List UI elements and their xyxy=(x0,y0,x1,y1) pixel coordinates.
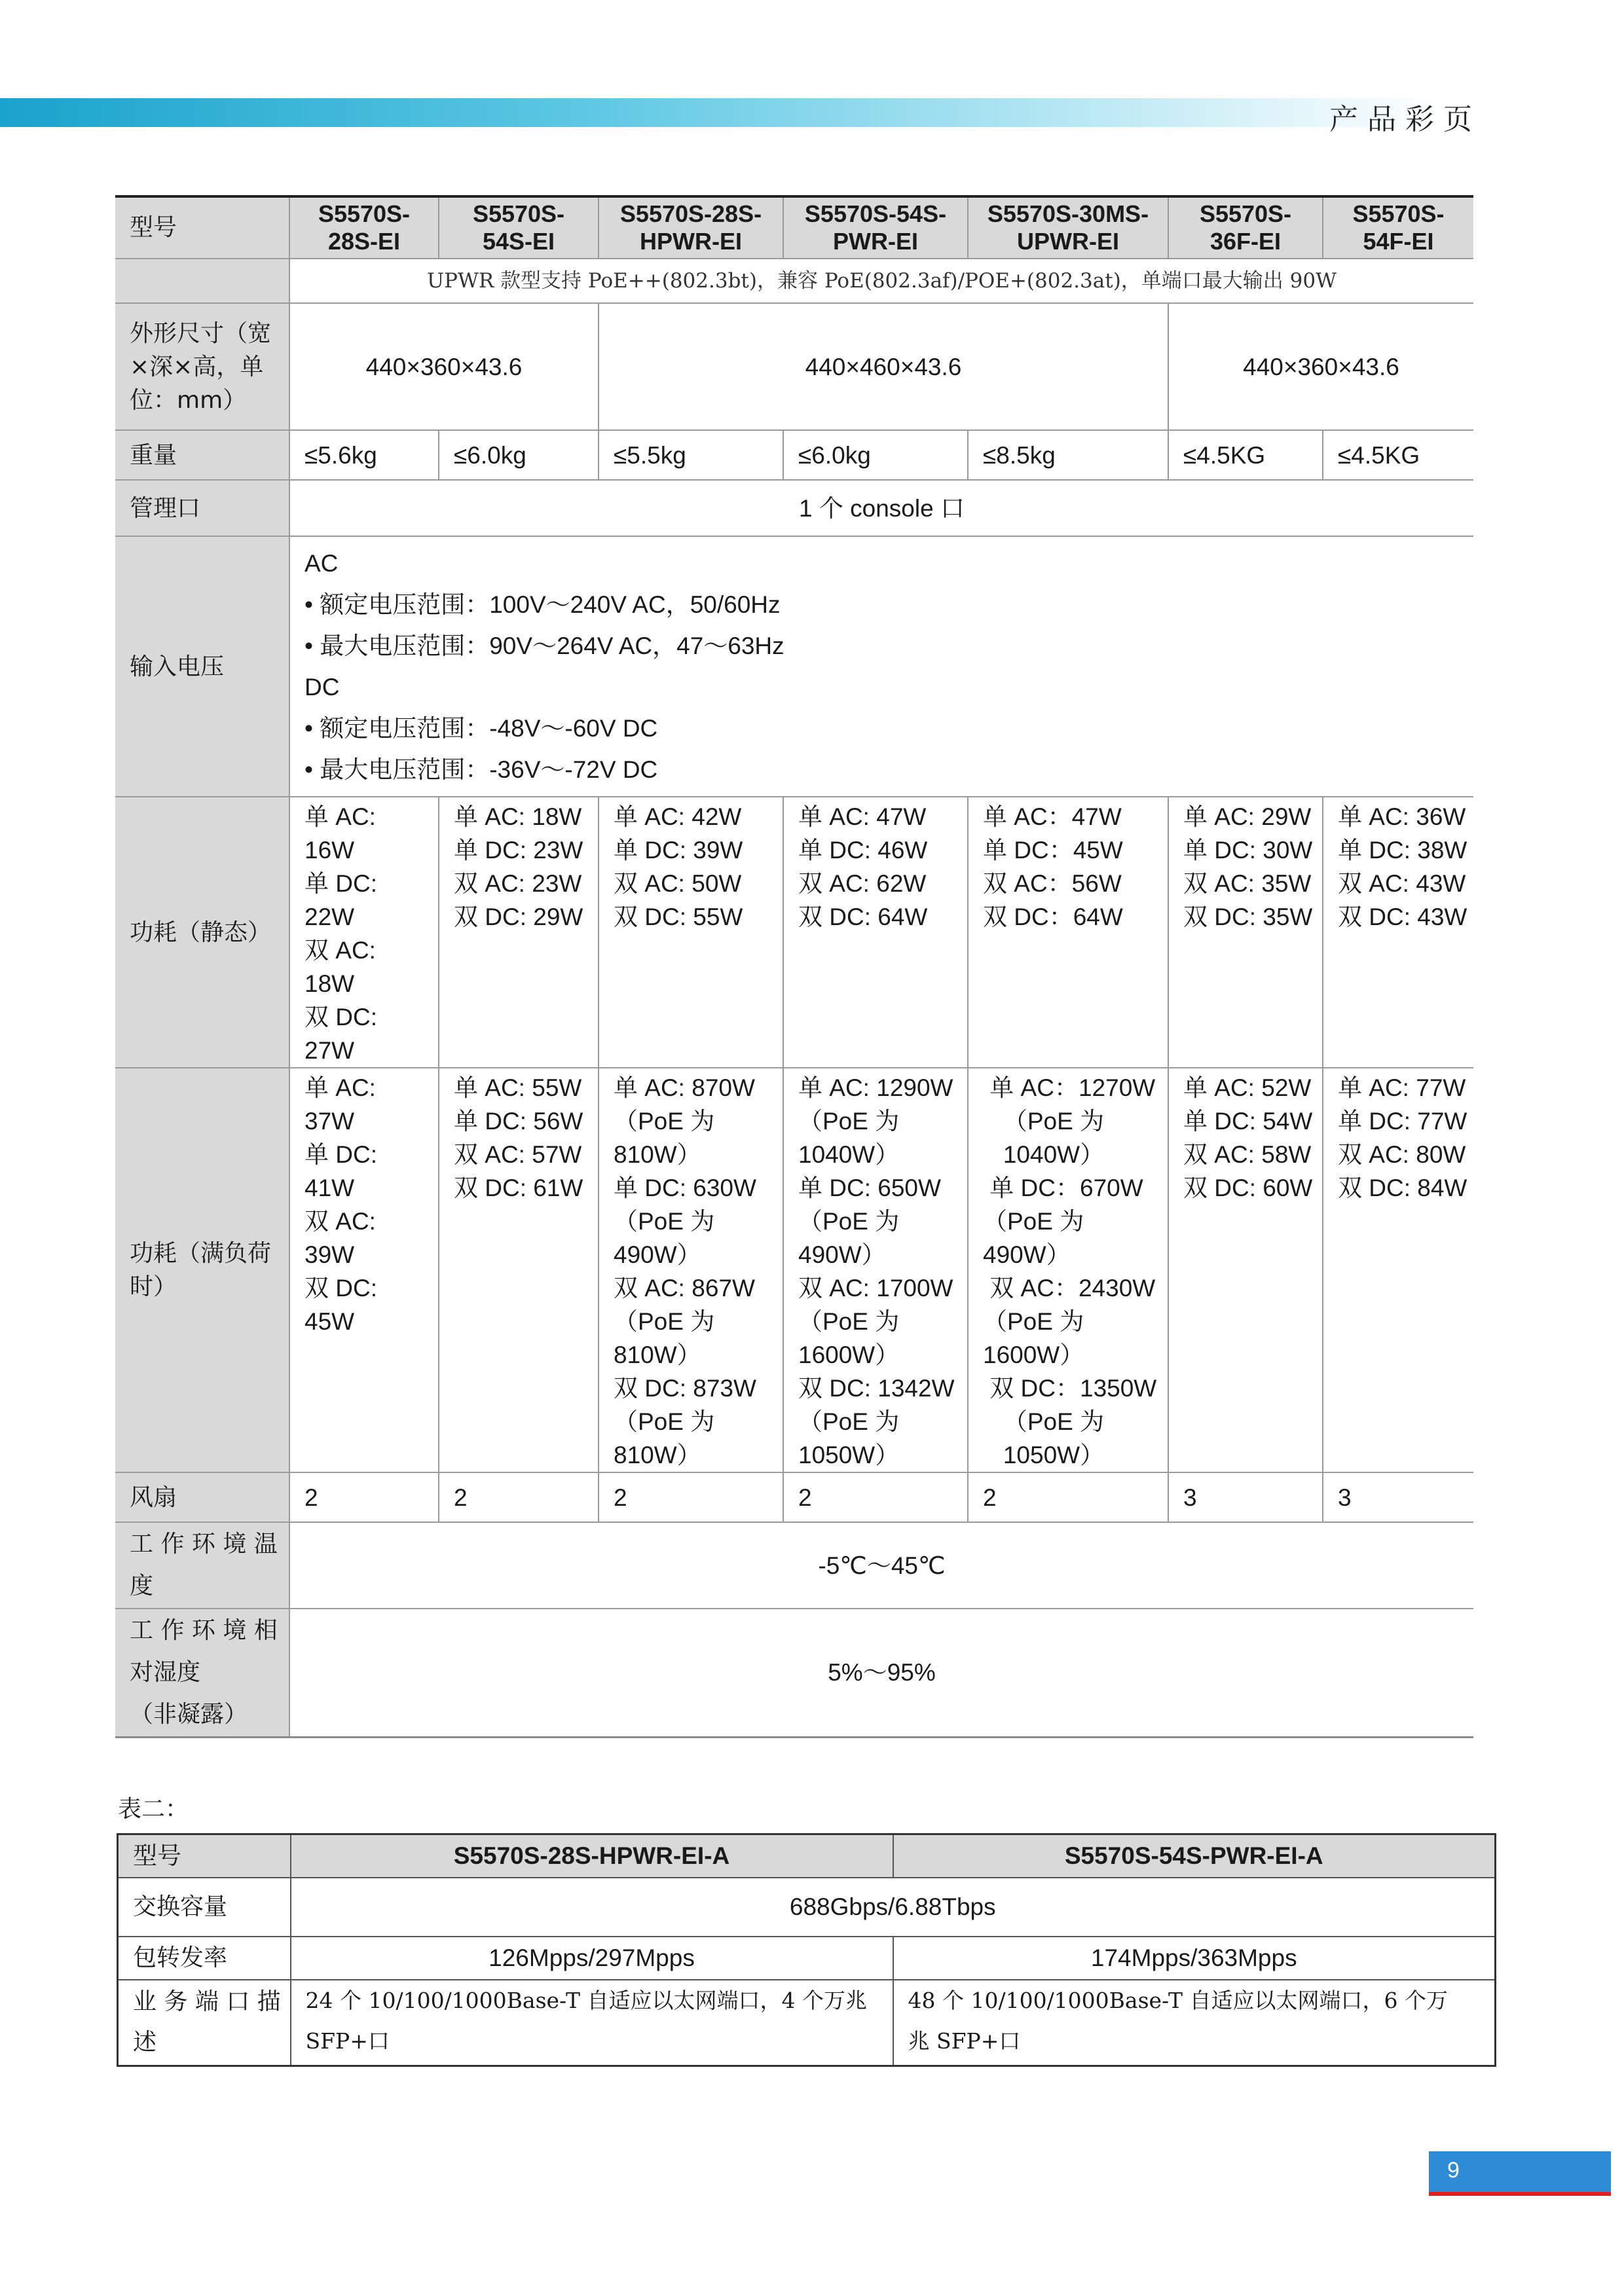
static-power-value xyxy=(599,797,783,1068)
static-power-value xyxy=(1168,797,1323,1068)
cell-line: 27W xyxy=(304,1037,355,1064)
cell-line: 兆 SFP+口 xyxy=(908,2028,1021,2054)
ports-row xyxy=(118,1980,1496,2066)
dimension-value: 440×360×43.6 xyxy=(1168,303,1473,430)
cell-line: 单 AC: 55W xyxy=(454,1074,582,1101)
cell-line: 810W） xyxy=(614,1341,701,1368)
cell-line: 单 DC: 38W xyxy=(1338,837,1467,864)
voltage-ac-max: • 最大电压范围：90V～264V AC，47～63Hz xyxy=(304,632,784,659)
cell-line: SFP+口 xyxy=(305,2028,390,2054)
weight-value: ≤4.5KG xyxy=(1168,430,1323,480)
static-power-value xyxy=(1323,797,1473,1068)
weight-label: 重量 xyxy=(115,430,289,480)
cell-line: 810W） xyxy=(614,1442,701,1468)
cell-line: 业 务 端 口 描 xyxy=(133,1988,281,2016)
cell-line: 36F-EI xyxy=(1209,228,1282,255)
model-label: 型号 xyxy=(115,196,289,259)
cell-line: 单 AC：47W xyxy=(983,803,1122,830)
fan-label: 风扇 xyxy=(115,1472,289,1522)
voltage-dc-rated: • 额定电压范围：-48V～-60V DC xyxy=(304,715,658,742)
cell-line: 单 DC：45W xyxy=(983,837,1123,864)
cell-line: 1600W） xyxy=(983,1341,1084,1368)
cell-line: 工 作 环 境 温 xyxy=(130,1531,278,1558)
cell-line: 双 DC：1350W xyxy=(983,1375,1157,1402)
full-power-label xyxy=(115,1068,289,1472)
dimension-value: 440×360×43.6 xyxy=(289,303,599,430)
cell-line: 单 DC：670W xyxy=(983,1175,1143,1201)
cell-line: 16W xyxy=(304,837,355,864)
cell-line: 单 AC: xyxy=(304,1074,376,1101)
voltage-dc-title: DC xyxy=(304,674,340,701)
cell-line: 度 xyxy=(130,1573,154,1599)
cell-line: （PoE 为 xyxy=(614,1108,715,1135)
cell-line: 双 AC: 80W xyxy=(1338,1141,1466,1168)
temperature-row xyxy=(115,1522,1473,1609)
management-value: 1 个 console 口 xyxy=(289,480,1473,536)
cell-line: 双 AC: 35W xyxy=(1183,870,1312,897)
capacity-value: 688Gbps/6.88Tbps xyxy=(291,1878,1496,1937)
cell-line: 双 DC: xyxy=(304,1004,377,1030)
cell-line: 双 DC: 43W xyxy=(1338,903,1467,930)
cell-line: 双 AC: xyxy=(304,937,376,964)
voltage-row xyxy=(115,536,1473,797)
cell-line: 对湿度 xyxy=(130,1658,201,1686)
cell-line: 双 AC: 62W xyxy=(798,870,927,897)
cell-line: （PoE 为 xyxy=(798,1408,900,1435)
cell-line: 功耗（满负荷 xyxy=(130,1240,272,1267)
cell-line: S5570S-54S- xyxy=(804,200,947,227)
cell-line: 单 DC: 77W xyxy=(1338,1108,1467,1135)
cell-line: 双 DC：64W xyxy=(983,903,1123,930)
full-power-value xyxy=(1168,1068,1323,1472)
model-header-row xyxy=(115,196,1473,259)
static-power-value xyxy=(783,797,968,1068)
poe-note-row xyxy=(115,259,1473,303)
humidity-label xyxy=(115,1609,289,1737)
cell-line: （PoE 为 xyxy=(614,1408,715,1435)
ports-value xyxy=(291,1980,893,2066)
cell-line: S5570S-28S- xyxy=(619,200,762,227)
cell-line: 双 DC: 29W xyxy=(454,903,583,930)
cell-line: ×深×高，单 xyxy=(130,353,264,380)
cell-line: 单 DC: 56W xyxy=(454,1108,583,1135)
weight-value: ≤8.5kg xyxy=(968,430,1168,480)
voltage-dc-max: • 最大电压范围：-36V～-72V DC xyxy=(304,756,658,783)
cell-line: 810W） xyxy=(614,1141,701,1168)
dimension-label xyxy=(115,303,289,430)
cell-line: 单 AC: 36W xyxy=(1338,803,1466,830)
cell-line: 双 DC: 84W xyxy=(1338,1175,1467,1201)
full-power-value xyxy=(968,1068,1168,1472)
fan-value: 2 xyxy=(439,1472,599,1522)
cell-line: 单 AC: 52W xyxy=(1183,1074,1312,1101)
static-power-row xyxy=(115,797,1473,1068)
management-row xyxy=(115,480,1473,536)
model-name xyxy=(783,196,968,259)
dimension-value: 440×460×43.6 xyxy=(599,303,1168,430)
fan-value: 2 xyxy=(289,1472,439,1522)
page-header-title: 产品彩页 xyxy=(1329,103,1481,136)
humidity-row xyxy=(115,1609,1473,1737)
forwarding-value: 126Mpps/297Mpps xyxy=(291,1937,893,1980)
full-power-value xyxy=(439,1068,599,1472)
static-power-value xyxy=(439,797,599,1068)
full-power-value xyxy=(1323,1068,1473,1472)
cell-line: 单 DC: 650W xyxy=(798,1175,941,1201)
cell-line: 双 AC: 23W xyxy=(454,870,582,897)
weight-value: ≤5.5kg xyxy=(599,430,783,480)
temperature-value: -5℃～45℃ xyxy=(289,1522,1473,1609)
cell-line: 双 DC: 873W xyxy=(614,1375,756,1402)
page-number-underline xyxy=(1429,2192,1611,2196)
cell-line: S5570S- xyxy=(472,200,565,227)
ports-value xyxy=(893,1980,1496,2066)
spec-table-1 xyxy=(115,195,1473,1738)
cell-line: 双 AC: 58W xyxy=(1183,1141,1312,1168)
voltage-label: 输入电压 xyxy=(115,536,289,797)
cell-line: S5570S-30MS- xyxy=(987,200,1149,227)
cell-line: 37W xyxy=(304,1108,355,1135)
cell-line: 单 AC: 29W xyxy=(1183,803,1312,830)
cell-line: 双 DC: 55W xyxy=(614,903,743,930)
table2-caption: 表二： xyxy=(118,1796,189,1823)
cell-line: 双 DC: 1342W xyxy=(798,1375,955,1402)
voltage-spec xyxy=(289,536,1473,797)
forwarding-label: 包转发率 xyxy=(118,1937,291,1980)
fan-value: 2 xyxy=(968,1472,1168,1522)
cell-line: 1040W） xyxy=(983,1141,1105,1168)
cell-line: 490W） xyxy=(983,1241,1071,1268)
cell-line: 48 个 10/100/1000Base-T 自适应以太网端口，6 个万 xyxy=(908,1987,1449,2013)
fan-row xyxy=(115,1472,1473,1522)
cell-line: 单 DC: xyxy=(304,870,377,897)
cell-line: HPWR-EI xyxy=(640,228,742,255)
full-power-value xyxy=(599,1068,783,1472)
cell-line: 22W xyxy=(304,903,355,930)
voltage-ac-title: AC xyxy=(304,550,339,577)
cell-line: 54S-EI xyxy=(482,228,555,255)
model-name xyxy=(599,196,783,259)
cell-line: 1600W） xyxy=(798,1341,900,1368)
cell-line: （PoE 为 xyxy=(983,1208,1084,1235)
static-power-label: 功耗（静态） xyxy=(115,797,289,1068)
cell-line: 单 AC：1270W xyxy=(983,1074,1156,1101)
cell-line: 述 xyxy=(133,2029,157,2056)
model-header-row xyxy=(118,1834,1496,1878)
cell-line: 28S-EI xyxy=(327,228,401,255)
cell-line: 单 DC: 23W xyxy=(454,837,583,864)
cell-line: 双 AC: 50W xyxy=(614,870,742,897)
static-power-value xyxy=(289,797,439,1068)
full-power-value xyxy=(289,1068,439,1472)
management-label: 管理口 xyxy=(115,480,289,536)
model-name xyxy=(1323,196,1473,259)
cell-line: （非凝露） xyxy=(130,1700,248,1728)
cell-line: 工 作 环 境 相 xyxy=(130,1616,278,1644)
cell-line: 1040W） xyxy=(798,1141,900,1168)
cell-line: 双 AC: 867W xyxy=(614,1275,755,1302)
model-label: 型号 xyxy=(118,1834,291,1878)
cell-line: 单 DC: 54W xyxy=(1183,1108,1313,1135)
cell-line: 时） xyxy=(130,1273,177,1300)
temperature-label xyxy=(115,1522,289,1609)
static-power-value xyxy=(968,797,1168,1068)
cell-line: 双 AC: 57W xyxy=(454,1141,582,1168)
capacity-row xyxy=(118,1878,1496,1937)
note-label-cell xyxy=(115,259,289,303)
dimension-row xyxy=(115,303,1473,430)
model-name: S5570S-28S-HPWR-EI-A xyxy=(291,1834,893,1878)
forwarding-value: 174Mpps/363Mpps xyxy=(893,1937,1496,1980)
ports-label xyxy=(118,1980,291,2066)
cell-line: 外形尺寸（宽 xyxy=(130,319,272,347)
cell-line: 单 AC: 77W xyxy=(1338,1074,1466,1101)
cell-line: 490W） xyxy=(614,1241,701,1268)
cell-line: （PoE 为 xyxy=(798,1208,900,1235)
cell-line: 双 DC: xyxy=(304,1275,377,1302)
cell-line: 双 AC：2430W xyxy=(983,1275,1156,1302)
cell-line: （PoE 为 xyxy=(983,1308,1084,1335)
cell-line: 双 AC: 43W xyxy=(1338,870,1466,897)
model-name: S5570S-54S-PWR-EI-A xyxy=(893,1834,1496,1878)
cell-line: 490W） xyxy=(798,1241,886,1268)
cell-line: S5570S- xyxy=(318,200,411,227)
fan-value: 3 xyxy=(1323,1472,1473,1522)
weight-value: ≤5.6kg xyxy=(289,430,439,480)
cell-line: 18W xyxy=(304,970,355,997)
cell-line: （PoE 为 xyxy=(614,1308,715,1335)
fan-value: 3 xyxy=(1168,1472,1323,1522)
cell-line: 单 DC: 630W xyxy=(614,1175,756,1201)
cell-line: 24 个 10/100/1000Base-T 自适应以太网端口，4 个万兆 xyxy=(305,1987,868,2013)
cell-line: （PoE 为 xyxy=(983,1408,1105,1435)
cell-line: （PoE 为 xyxy=(614,1208,715,1235)
cell-line: （PoE 为 xyxy=(798,1108,900,1135)
cell-line: 单 DC: 30W xyxy=(1183,837,1313,864)
voltage-ac-rated: • 额定电压范围：100V～240V AC，50/60Hz xyxy=(304,591,781,618)
spec-table-2 xyxy=(117,1833,1496,2067)
cell-line: 双 DC: 61W xyxy=(454,1175,583,1201)
cell-line: 1050W） xyxy=(798,1442,900,1468)
cell-line: 单 AC: 47W xyxy=(798,803,927,830)
cell-line: （PoE 为 xyxy=(798,1308,900,1335)
cell-line: 双 AC: xyxy=(304,1208,376,1235)
cell-line: 54F-EI xyxy=(1363,228,1434,255)
cell-line: 单 AC: 42W xyxy=(614,803,742,830)
cell-line: UPWR-EI xyxy=(1017,228,1119,255)
cell-line: 双 AC：56W xyxy=(983,870,1122,897)
cell-line: 双 DC: 35W xyxy=(1183,903,1313,930)
cell-line: S5570S- xyxy=(1199,200,1292,227)
cell-line: 单 DC: 46W xyxy=(798,837,928,864)
full-power-value xyxy=(783,1068,968,1472)
cell-line: 双 DC: 64W xyxy=(798,903,928,930)
forwarding-row xyxy=(118,1937,1496,1980)
weight-value: ≤4.5KG xyxy=(1323,430,1473,480)
header-gradient-bar xyxy=(0,98,1441,127)
poe-note: UPWR 款型支持 PoE++(802.3bt)，兼容 PoE(802.3af)/POE+(802.3at)，单端口最大输出 90W xyxy=(289,259,1473,303)
cell-line: 双 AC: 1700W xyxy=(798,1275,953,1302)
cell-line: 45W xyxy=(304,1308,355,1335)
page-number: 9 xyxy=(1447,2158,1460,2183)
cell-line: 单 DC: 39W xyxy=(614,837,743,864)
cell-line: 单 AC: 1290W xyxy=(798,1074,953,1101)
weight-row xyxy=(115,430,1473,480)
cell-line: 41W xyxy=(304,1175,355,1201)
cell-line: （PoE 为 xyxy=(983,1108,1105,1135)
cell-line: 单 AC: 870W xyxy=(614,1074,755,1101)
model-name xyxy=(439,196,599,259)
weight-value: ≤6.0kg xyxy=(439,430,599,480)
capacity-label: 交换容量 xyxy=(118,1878,291,1937)
model-name xyxy=(289,196,439,259)
cell-line: PWR-EI xyxy=(833,228,918,255)
cell-line: 双 DC: 60W xyxy=(1183,1175,1313,1201)
cell-line: 位：mm） xyxy=(130,386,247,414)
cell-line: 单 DC: xyxy=(304,1141,377,1168)
cell-line: 单 AC: 18W xyxy=(454,803,582,830)
humidity-value: 5%～95% xyxy=(289,1609,1473,1737)
model-name xyxy=(1168,196,1323,259)
weight-value: ≤6.0kg xyxy=(783,430,968,480)
cell-line: 39W xyxy=(304,1241,355,1268)
cell-line: 1050W） xyxy=(983,1442,1105,1468)
model-name xyxy=(968,196,1168,259)
full-power-row xyxy=(115,1068,1473,1472)
fan-value: 2 xyxy=(783,1472,968,1522)
cell-line: 单 AC: xyxy=(304,803,376,830)
fan-value: 2 xyxy=(599,1472,783,1522)
cell-line: S5570S- xyxy=(1352,200,1445,227)
